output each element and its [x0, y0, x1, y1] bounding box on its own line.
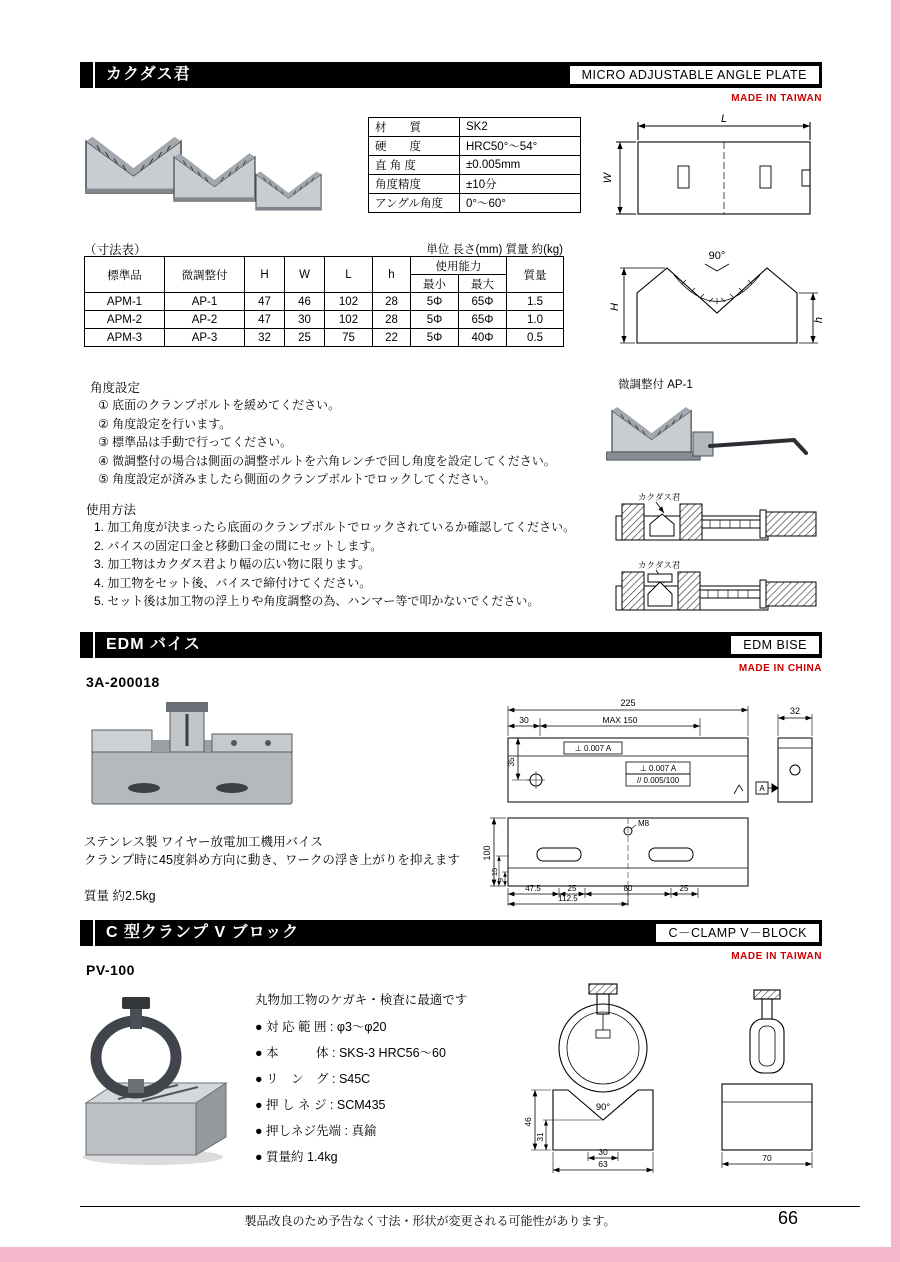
cell: 65Φ	[459, 311, 507, 329]
section1-title-en: MICRO ADJUSTABLE ANGLE PLATE	[569, 65, 820, 85]
angle-plate-small	[256, 171, 321, 209]
section3-title-en: C－CLAMP V－BLOCK	[655, 923, 820, 943]
tolerance-flatness-2: ⊥ 0.007 A	[639, 764, 677, 773]
cell: 28	[373, 293, 411, 311]
cell: APM-2	[85, 311, 165, 329]
cell: ±10分	[460, 175, 581, 194]
table-row	[369, 194, 581, 213]
vise-setup-diagram-1	[610, 490, 828, 554]
section2-title-en: EDM BISE	[730, 635, 820, 655]
cell: HRC50°～54°	[460, 137, 581, 156]
section1-title: カクダス君	[106, 66, 191, 83]
col-header: L	[325, 257, 373, 293]
dim-63: 63	[598, 1159, 608, 1169]
cell: 1.5	[507, 293, 564, 311]
section3-origin: MADE IN TAIWAN	[731, 951, 822, 962]
usage-title: 使用方法	[86, 503, 137, 517]
list-item: ① 底面のクランプボルトを緩めてください。	[98, 398, 341, 412]
col-header: 標準品	[85, 257, 165, 293]
cell: 47	[245, 311, 285, 329]
angle-plate-medium	[174, 153, 255, 201]
section1-origin: MADE IN TAIWAN	[731, 93, 822, 104]
dim-table-caption: （寸法表）	[84, 243, 147, 257]
header-bar-notch	[93, 632, 95, 658]
cell: 材 質	[369, 118, 460, 137]
col-header: W	[285, 257, 325, 293]
section3-model: PV-100	[86, 962, 135, 978]
list-item: ● 押 し ネ ジ : SCM435	[255, 1098, 386, 1112]
page-number: 66	[778, 1208, 799, 1228]
cell: 25	[285, 329, 325, 347]
cell: 1.0	[507, 311, 564, 329]
vise-assembly	[616, 504, 816, 540]
col-header: H	[245, 257, 285, 293]
dim-30: 30	[598, 1147, 608, 1157]
dim-M8: M8	[638, 819, 650, 828]
callout-leader	[656, 502, 664, 513]
col-header: h	[373, 257, 411, 293]
cell: 角度精度	[369, 175, 460, 194]
angle-setting-list	[98, 396, 556, 489]
plan-geometry	[616, 122, 810, 214]
cell: 5Φ	[411, 329, 459, 347]
footer-rule	[80, 1206, 860, 1207]
list-item: ● 対 応 範 囲 : φ3～φ20	[255, 1020, 387, 1034]
dim-70: 70	[762, 1153, 772, 1163]
cell: AP-3	[165, 329, 245, 347]
angle-setting-title: 角度設定	[90, 381, 141, 395]
dim-H-label: H	[609, 303, 621, 311]
kakudasu-callout-label: カクダス君	[638, 492, 681, 502]
footer-note: 製品改良のため予告なく寸法・形状が変更される可能性があります。	[244, 1214, 616, 1228]
cell: AP-1	[165, 293, 245, 311]
dimension-table	[84, 256, 564, 347]
tolerance-parallelism: // 0.005/100	[636, 776, 680, 785]
cell: 直 角 度	[369, 156, 460, 175]
dim-31: 31	[536, 1132, 545, 1142]
cell: APM-1	[85, 293, 165, 311]
tolerance-flatness-1: ⊥ 0.007 A	[574, 744, 612, 753]
vblock-body	[83, 1083, 226, 1165]
col-header: 微調整付	[165, 257, 245, 293]
section2-title: EDM バイス	[106, 636, 201, 653]
table-row	[85, 257, 564, 275]
cell: AP-2	[165, 311, 245, 329]
vise-setup-diagram-2	[610, 558, 828, 624]
angle-plate-product-photo	[82, 110, 337, 232]
col-subheader: 最小	[411, 275, 459, 293]
table-row	[85, 329, 564, 347]
vblock-spec-list	[255, 1014, 446, 1170]
material-spec-table	[368, 117, 581, 213]
edm-weight: 質量 約2.5kg	[84, 889, 156, 903]
front-geometry	[620, 264, 818, 343]
cell: 47	[245, 293, 285, 311]
cell: 40Φ	[459, 329, 507, 347]
edm-vise-body	[92, 702, 292, 804]
cell: 28	[373, 311, 411, 329]
ap1-photo-label: 微調整付 AP-1	[618, 379, 693, 391]
dim-L-label: L	[720, 113, 728, 125]
cell: 22	[373, 329, 411, 347]
list-item: ● 本 体 : SKS-3 HRC56～60	[255, 1046, 446, 1060]
dim-15: 15	[490, 867, 499, 877]
cell: 46	[285, 293, 325, 311]
list-item: 2. バイスの固定口金と移動口金の間にセットします。	[94, 538, 383, 553]
cell: 硬 度	[369, 137, 460, 156]
ap1-plate	[607, 407, 701, 460]
table-row	[369, 156, 581, 175]
cell: 30	[285, 311, 325, 329]
list-item: ③ 標準品は手動で行ってください。	[98, 435, 293, 449]
datum-A: A	[759, 784, 765, 793]
cell: 102	[325, 311, 373, 329]
list-item: 4. 加工物をセット後、バイスで締付けてください。	[94, 575, 372, 590]
dim-max150: MAX 150	[602, 715, 638, 725]
list-item: ④ 微調整付の場合は側面の調整ボルトを六角レンチで回し角度を設定してください。	[98, 453, 556, 468]
cell: アングル角度	[369, 194, 460, 213]
dim-35: 35	[507, 757, 516, 767]
hex-wrench	[710, 440, 806, 453]
list-item: 1. 加工角度が決まったら底面のクランプボルトでロックされているか確認してください。	[94, 520, 576, 534]
kakudasu-callout-label: カクダス君	[638, 560, 681, 570]
dim-47-5: 47.5	[525, 884, 541, 893]
list-item: ● リ ン グ : S45C	[255, 1072, 371, 1086]
section3-header-bar	[80, 920, 822, 946]
cell: SK2	[460, 118, 581, 137]
cell: 75	[325, 329, 373, 347]
dim-46: 46	[523, 1117, 533, 1127]
section2-header-bar	[80, 632, 822, 658]
table-row	[369, 137, 581, 156]
header-bar-notch	[93, 920, 95, 946]
cell: ±0.005mm	[460, 156, 581, 175]
cell: APM-3	[85, 329, 165, 347]
dim-25b: 25	[679, 884, 689, 893]
cell: 0.5	[507, 329, 564, 347]
table-row	[85, 293, 564, 311]
usage-list	[94, 518, 575, 611]
list-item: ⑤ 角度設定が済みましたら側面のクランプボルトでロックしてください。	[98, 472, 496, 486]
dim-225: 225	[620, 698, 636, 708]
section1-header-bar	[80, 62, 822, 88]
dim-W-label: W	[602, 172, 614, 184]
edm-desc-line2: クランプ時に45度斜め方向に動き、ワークの浮き上がりを抑えます	[84, 853, 460, 867]
dim-112-5: 112.5	[558, 894, 578, 903]
vise-assembly	[616, 572, 816, 610]
cell: 102	[325, 293, 373, 311]
section2-model: 3A-200018	[86, 674, 160, 690]
dim-angle-label: 90°	[708, 250, 726, 262]
vblock-side-drawing	[700, 988, 835, 1180]
dim-angle-label: 90°	[595, 1102, 611, 1113]
c-clamp-ring	[96, 997, 176, 1093]
side-geometry	[722, 990, 812, 1168]
angle-plate-plan-drawing	[598, 110, 826, 235]
dim-table-unit-note: 単位 長さ(mm) 質量 約(kg)	[426, 244, 563, 256]
dim-h-label: h	[813, 316, 825, 324]
header-bar-notch	[93, 62, 95, 88]
table-row	[369, 175, 581, 194]
cell: 5Φ	[411, 311, 459, 329]
dim-100: 100	[482, 845, 492, 861]
edm-vise-photo	[82, 700, 302, 815]
dim-30: 30	[519, 715, 529, 725]
page-edge-bottom	[0, 1247, 900, 1262]
dim-80: 80	[623, 884, 633, 893]
list-item: ● 質量約 1.4kg	[255, 1150, 338, 1164]
cell: 5Φ	[411, 293, 459, 311]
page-edge-right	[891, 0, 900, 1262]
edm-vise-technical-drawing	[478, 690, 830, 908]
table-row	[369, 118, 581, 137]
list-item: 3. 加工物はカクダス君より幅の広い物に限ります。	[94, 557, 371, 571]
list-item: ● 押しネジ先端 : 真鍮	[255, 1124, 377, 1138]
angle-plate-front-drawing	[609, 243, 827, 365]
dim-32: 32	[789, 706, 801, 716]
section2-origin: MADE IN CHINA	[738, 663, 822, 674]
cell: 0°～60°	[460, 194, 581, 213]
cell: 65Φ	[459, 293, 507, 311]
vblock-front-drawing	[515, 982, 690, 1182]
section3-title: C 型クランプ V ブロック	[106, 924, 300, 941]
angle-plate-large	[86, 137, 181, 193]
dim-25a: 25	[567, 884, 577, 893]
col-header: 使用能力	[411, 257, 507, 275]
dim-9: 9	[496, 877, 505, 883]
vblock-desc: 丸物加工物のケガキ・検査に最適です	[255, 993, 468, 1007]
col-header: 質量	[507, 257, 564, 293]
list-item: 5. セット後は加工物の浮上りや角度調整の為、ハンマー等で叩かないでください。	[94, 594, 540, 608]
col-subheader: 最大	[459, 275, 507, 293]
ap1-product-photo	[598, 390, 833, 482]
table-row	[85, 311, 564, 329]
edm-desc-line1: ステンレス製 ワイヤー放電加工機用バイス	[84, 835, 323, 849]
list-item: ② 角度設定を行います。	[98, 416, 232, 431]
vblock-product-photo	[58, 995, 238, 1170]
cell: 32	[245, 329, 285, 347]
front-geometry	[531, 984, 653, 1173]
